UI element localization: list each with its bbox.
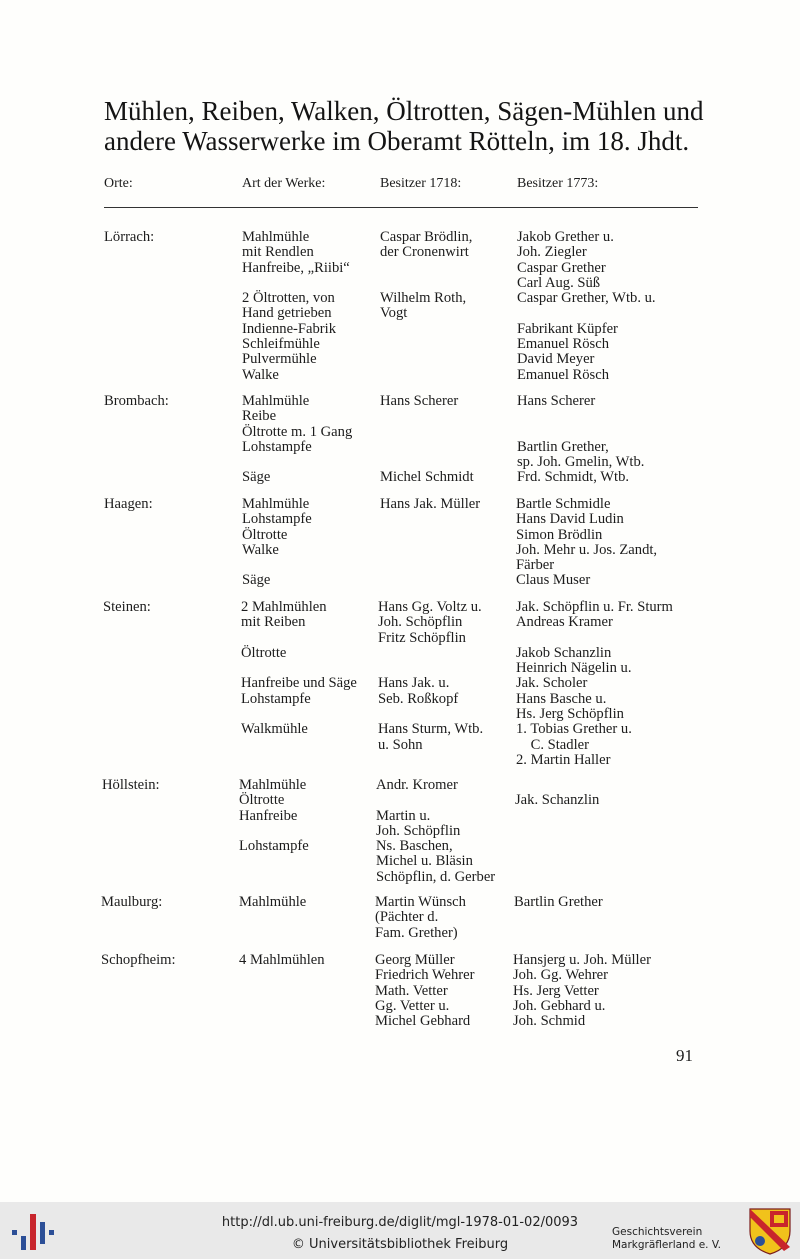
row-owner-1718: Georg Müller Friedrich Wehrer Math. Vetter Gg. Vetter u. Michel Gebhard [375,952,475,1030]
row-works: Mahlmühle Lohstampfe Öltrotte Walke Säge [242,496,312,589]
row-owner-1773: Hansjerg u. Joh. Müller Joh. Gg. Wehrer Hs. Jerg Vetter Joh. Gebhard u. Joh. Schmid [513,952,651,1030]
column-header-art: Art der Werke: [242,176,326,191]
row-owner-1718: Martin Wünsch (Pächter d. Fam. Grether) [375,894,466,941]
society-name-line-1: Geschichtsverein [612,1226,703,1238]
row-owner-1773: Bartlin Grether [514,894,603,910]
coat-of-arms-icon [748,1207,792,1255]
page-number: 91 [676,1046,693,1065]
row-works: Mahlmühle [239,894,307,910]
row-works: 4 Mahlmühlen [239,952,325,968]
row-owner-1718: Andr. Kromer Martin u. Joh. Schöpflin Ns. Baschen, Michel u. Bläsin Schöpflin, d. Gerber [376,777,496,885]
row-place: Haagen: [104,496,153,512]
source-url-link[interactable]: http://dl.ub.uni-freiburg.de/diglit/mgl-1978-01-02/0093 [221,1215,579,1230]
row-works: 2 Mahlmühlen mit Reiben Öltrotte Hanfreibe und Säge Lohstampfe Walkmühle [241,599,357,738]
row-owner-1718: Hans Scherer Michel Schmidt [380,393,474,486]
row-owner-1718: Hans Gg. Voltz u. Joh. Schöpflin Fritz Schöpflin Hans Jak. u. Seb. Roßkopf Hans Sturm, Wtb. u. Sohn [378,599,484,753]
row-place: Steinen: [103,599,151,615]
society-name-line-2: Markgräflerland e. V. [612,1239,722,1251]
row-place: Lörrach: [104,229,155,245]
library-logo-icon[interactable] [10,1210,56,1254]
row-owner-1718: Hans Jak. Müller [380,496,481,512]
row-works: Mahlmühle Reibe Öltrotte m. 1 Gang Lohstampfe Säge [242,393,353,486]
copyright-notice: © Universitätsbibliothek Freiburg [291,1237,509,1252]
column-header-besitzer-1718: Besitzer 1718: [380,176,462,191]
row-owner-1773: Hans Scherer Bartlin Grether, sp. Joh. Gmelin, Wtb. Frd. Schmidt, Wtb. [517,393,645,486]
title-line-2: andere Wasserwerke im Oberamt Rötteln, im 18. Jhdt. [104,126,690,156]
row-works: Mahlmühle Öltrotte Hanfreibe Lohstampfe [239,777,309,855]
row-owner-1773: Jak. Schöpflin u. Fr. Sturm Andreas Kramer Jakob Schanzlin Heinrich Nägelin u. Jak. Scholer Hans Basche u. Hs. Jerg Schöpflin 1. Tobias Grether u. C. Stadler 2. Martin Haller [516,599,673,768]
row-place: Höllstein: [102,777,160,793]
column-header-orte: Orte: [104,176,133,191]
row-owner-1718: Caspar Brödlin, der Cronenwirt Wilhelm Roth, Vogt [380,229,473,322]
row-place: Brombach: [104,393,169,409]
header-divider [104,207,698,208]
page-title [104,96,704,156]
row-place: Schopfheim: [101,952,176,968]
viewer-footer [0,1202,800,1259]
row-owner-1773: Jakob Grether u. Joh. Ziegler Caspar Grether Carl Aug. Süß Caspar Grether, Wtb. u. Fabrikant Küpfer Emanuel Rösch David Meyer Emanuel Rösch [517,229,656,383]
title-line-1: Mühlen, Reiben, Walken, Öltrotten, Sägen-Mühlen und [104,96,704,126]
row-owner-1773: Bartle Schmidle Hans David Ludin Simon Brödlin Joh. Mehr u. Jos. Zandt, Färber Claus Muser [516,496,658,589]
row-place: Maulburg: [101,894,163,910]
row-owner-1773: Jak. Schanzlin [515,792,600,809]
column-header-besitzer-1773: Besitzer 1773: [517,176,599,191]
row-works: Mahlmühle mit Rendlen Hanfreibe, „Riibi“ 2 Öltrotten, von Hand getrieben Indienne-Fabrik Schleifmühle Pulvermühle Walke [242,229,350,383]
